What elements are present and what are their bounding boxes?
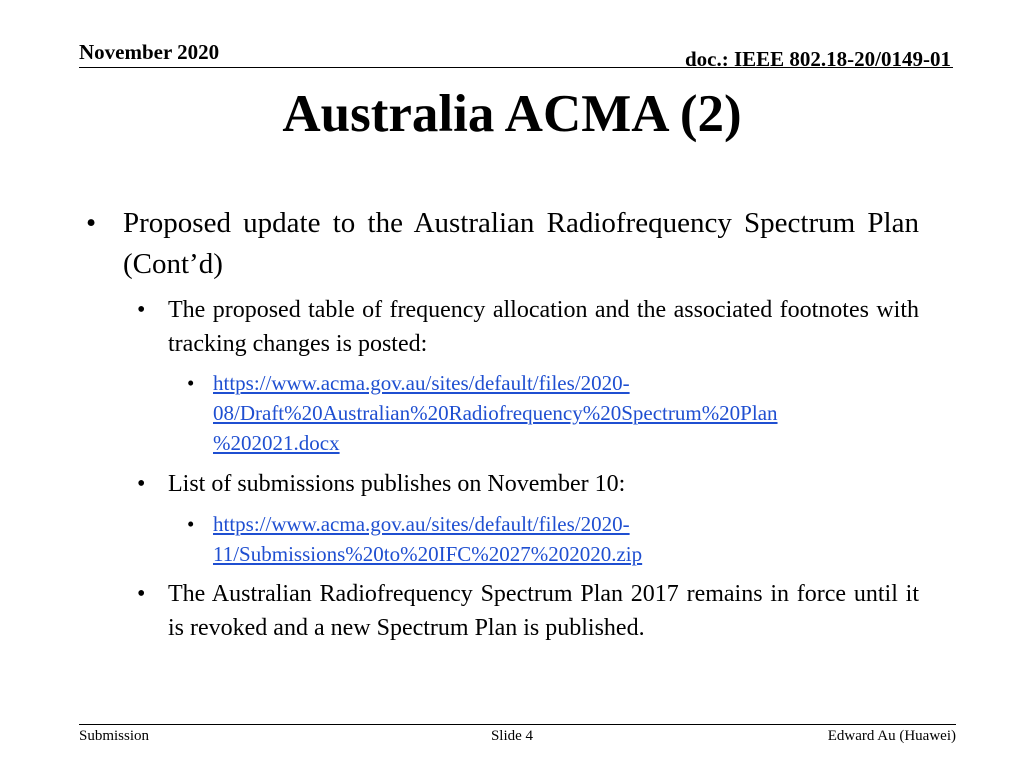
bullet-level1 bbox=[86, 203, 919, 285]
bullet-text: Proposed update to the Australian Radiofrequency Spectrum Plan (Cont’d) bbox=[123, 207, 919, 280]
link-2-line[interactable]: https://www.acma.gov.au/sites/default/files/2020- bbox=[213, 512, 630, 536]
bullet-dot: • bbox=[187, 371, 195, 395]
bullet-level2 bbox=[137, 577, 919, 645]
link-draft-spectrum-plan[interactable] bbox=[213, 371, 778, 455]
bullet-text: List of submissions publishes on November 10: bbox=[168, 471, 626, 497]
bullet-text: The proposed table of frequency allocation and the associated footnotes with tracking changes is posted: bbox=[168, 297, 919, 357]
bullet-level3 bbox=[187, 509, 922, 569]
link-2-block bbox=[213, 509, 922, 569]
bullet-level3 bbox=[187, 368, 922, 458]
bullet-dot: • bbox=[137, 581, 146, 607]
bullet-dot: • bbox=[187, 512, 195, 536]
footer-submission: Submission bbox=[79, 728, 150, 744]
header-doc-id: doc.: IEEE 802.18-20/0149-01 bbox=[684, 47, 951, 71]
footer-slide-number: Slide 4 bbox=[490, 728, 534, 744]
footer-divider bbox=[79, 724, 956, 725]
link-submissions-zip[interactable] bbox=[213, 512, 642, 566]
bullet-dot: • bbox=[137, 471, 146, 497]
slide-title: Australia ACMA (2) bbox=[282, 85, 742, 143]
bullet-level2 bbox=[137, 467, 919, 501]
bullet-dot: • bbox=[137, 297, 146, 323]
link-1-block bbox=[213, 368, 922, 458]
bullet-dot: • bbox=[86, 207, 97, 239]
bullet-text: The Australian Radiofrequency Spectrum Plan 2017 remains in force until it is revoked and a new Spectrum Plan is published. bbox=[168, 581, 919, 641]
bullet-level2 bbox=[137, 293, 919, 361]
link-2-line[interactable]: 11/Submissions%20to%20IFC%2027%202020.zip bbox=[213, 542, 643, 566]
link-1-line[interactable]: %202021.docx bbox=[213, 431, 340, 455]
link-1-line[interactable]: 08/Draft%20Australian%20Radiofrequency%20Spectrum%20Plan bbox=[213, 401, 778, 425]
footer-author: Edward Au (Huawei) bbox=[827, 728, 956, 744]
header-date: November 2020 bbox=[79, 40, 220, 64]
link-1-line[interactable]: https://www.acma.gov.au/sites/default/files/2020- bbox=[213, 371, 630, 395]
